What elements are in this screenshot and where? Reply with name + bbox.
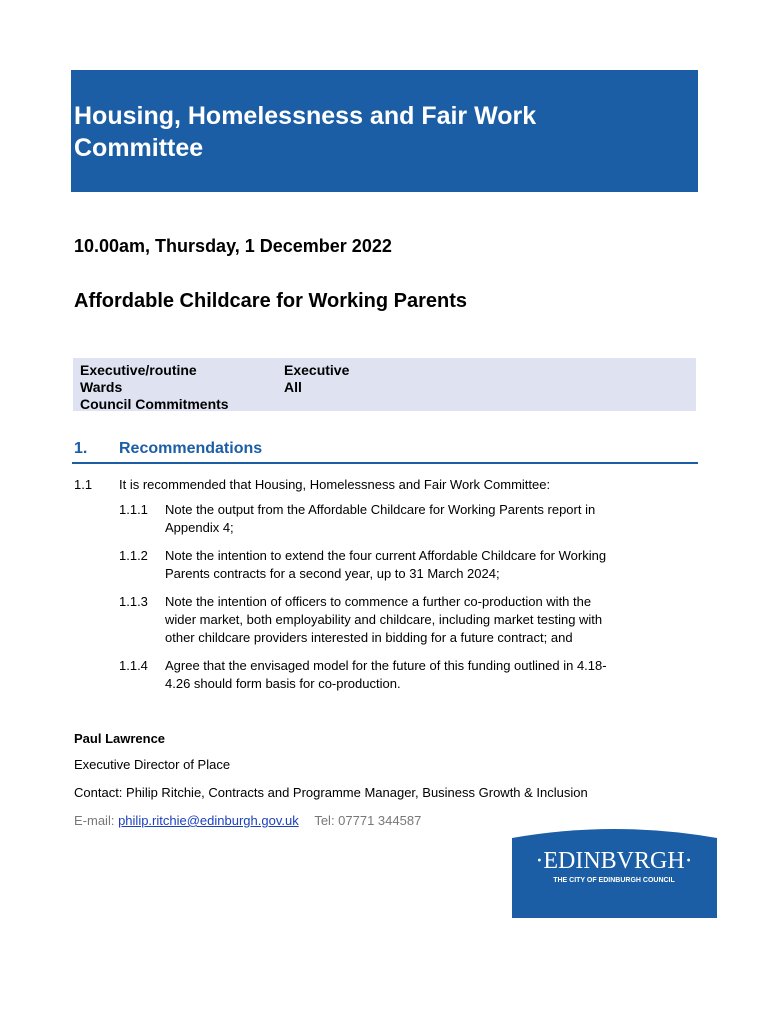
- committee-title-line2: Committee: [74, 134, 204, 162]
- recommendation-main-number: 1.1: [74, 477, 93, 492]
- info-value-executive-routine: Executive: [284, 362, 350, 378]
- recommendation-item-line: wider market, both employability and childcare, including market testing with: [165, 612, 603, 627]
- recommendation-main-text: It is recommended that Housing, Homelessness and Fair Work Committee:: [119, 477, 551, 492]
- logo-subtitle: THE CITY OF EDINBURGH COUNCIL: [553, 877, 675, 884]
- recommendation-item-number: 1.1.2: [119, 548, 148, 563]
- recommendation-item-text: [165, 547, 695, 583]
- logo-wordmark: ·EDINBVRGH·: [535, 848, 693, 874]
- title-banner: [71, 70, 698, 192]
- info-value-wards: All: [284, 379, 302, 395]
- section-title: Recommendations: [119, 440, 263, 457]
- recommendation-item-line: Parents contracts for a second year, up to 31 March 2024;: [165, 566, 500, 581]
- meeting-datetime: 10.00am, Thursday, 1 December 2022: [74, 236, 392, 256]
- info-label-council-commitments: Council Commitments: [80, 396, 229, 412]
- info-labels: [80, 362, 229, 413]
- recommendation-item-number: 1.1.1: [119, 502, 148, 517]
- recommendation-item-text: [165, 593, 695, 647]
- recommendation-item-line: Note the intention of officers to commence a further co-production with the: [165, 594, 592, 609]
- recommendation-item-number: 1.1.3: [119, 594, 148, 609]
- committee-title-line1: Housing, Homelessness and Fair Work: [74, 102, 537, 130]
- committee-title: [74, 100, 698, 164]
- info-label-wards: Wards: [80, 379, 123, 395]
- recommendation-item-line: Note the intention to extend the four current Affordable Childcare for Working: [165, 548, 607, 563]
- author-role: Executive Director of Place: [74, 757, 231, 772]
- recommendation-item-text: [165, 657, 695, 693]
- telephone: Tel: 07771 344587: [314, 813, 422, 828]
- author-name: Paul Lawrence: [74, 731, 166, 746]
- recommendation-item-line: Note the output from the Affordable Childcare for Working Parents report in: [165, 502, 596, 517]
- contact-line: Contact: Philip Ritchie, Contracts and Programme Manager, Business Growth & Inclusion: [74, 785, 588, 800]
- section-heading-recommendations: [72, 440, 698, 464]
- email-label: E-mail:: [74, 813, 115, 828]
- section-number: 1.: [74, 440, 88, 457]
- email-link[interactable]: philip.ritchie@edinburgh.gov.uk: [118, 813, 299, 828]
- email-line: [74, 813, 421, 828]
- recommendation-item-text: [165, 501, 695, 537]
- report-title: Affordable Childcare for Working Parents: [74, 290, 468, 312]
- edinburgh-council-logo: [512, 826, 717, 918]
- recommendation-item-number: 1.1.4: [119, 658, 148, 673]
- recommendation-item-line: Appendix 4;: [165, 520, 234, 535]
- recommendation-item-line: Agree that the envisaged model for the future of this funding outlined in 4.18-: [165, 658, 607, 673]
- report-info-table: [73, 358, 696, 411]
- info-values: [284, 362, 349, 396]
- recommendation-item-line: 4.26 should form basis for co-production.: [165, 676, 401, 691]
- info-label-executive-routine: Executive/routine: [80, 362, 197, 378]
- recommendation-item-line: other childcare providers interested in bidding for a future contract; and: [165, 630, 573, 645]
